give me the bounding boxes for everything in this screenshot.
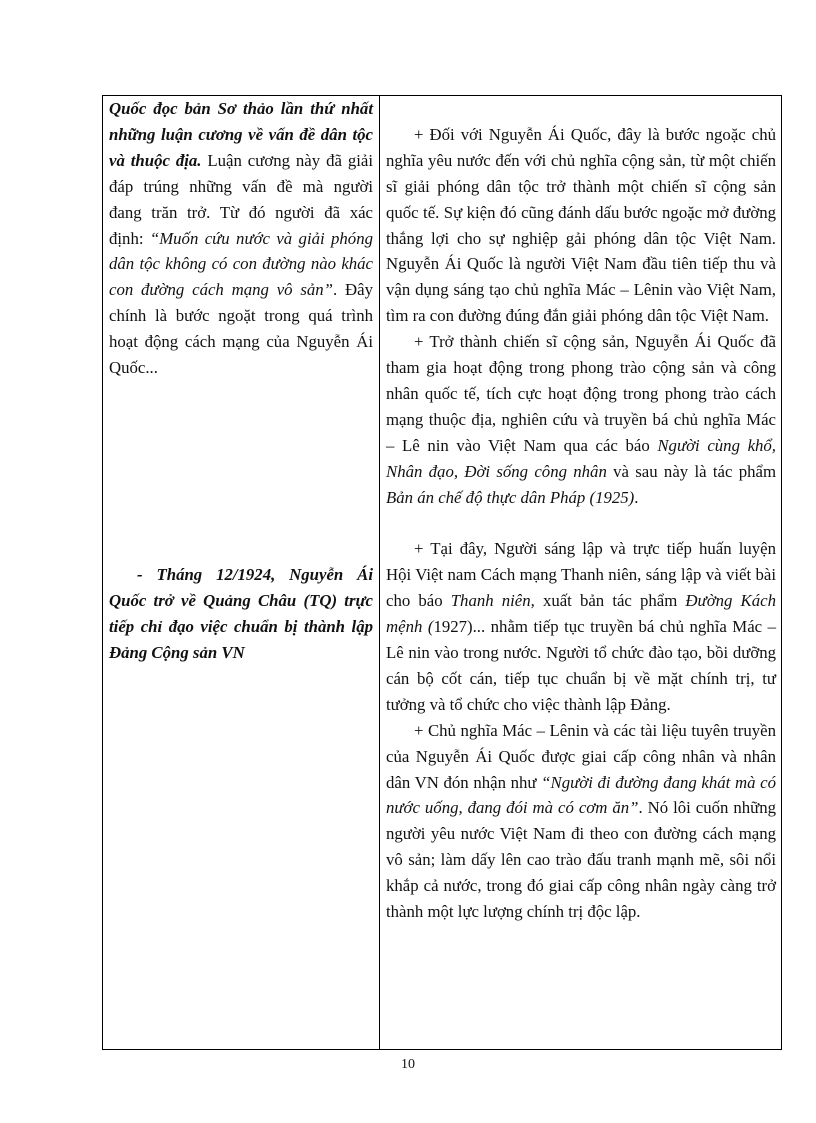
right-p2-text1: + Trở thành chiến sĩ cộng sản, Nguyễn Ái Quốc đã tham gia hoạt động trong phong trào cộng sản và công nhân quốc tế, tích cực hoạt động trong phong trào cách mạng thuộc địa, nghiên cứu và truyền bá chủ nghĩa Mác – Lê nin vào Việt Nam qua các báo: [386, 332, 776, 455]
right-p2-text2: và sau này là tác phẩm: [606, 461, 777, 481]
right-paragraph-4: [386, 718, 776, 925]
left-p1-bold-lead: Quốc đọc bản Sơ thảo lần thứ nhất những luận cương về vấn đề dân tộc và thuộc địa.: [109, 99, 373, 170]
right-p3-text2: xuất bản tác phẩm: [534, 591, 686, 611]
right-paragraph-2: [386, 329, 776, 510]
right-paragraph-3: [386, 536, 776, 717]
right-p2-text3: .: [634, 487, 639, 507]
left-column: [109, 96, 373, 666]
column-divider: [379, 96, 380, 1049]
right-p2-work: Bản án chế độ thực dân Pháp (1925): [386, 487, 635, 507]
page-number: 10: [401, 1057, 415, 1072]
content-table: [102, 95, 782, 1050]
left-p1-text2: . Đây chính là bước ngoặt trong quá trình hoạt động cách mạng của Nguyễn Ái Quốc...: [109, 280, 373, 378]
right-p4-text2: . Nó lôi cuốn những người yêu nước Việt Nam đi theo con đường cách mạng vô sản; làm dấy lên cao trào đấu tranh mạnh mẽ, sôi nổi khắp cả nước, trong đó giai cấp công nhân ngày càng trở thành một lực lượng chính trị độc lập.: [386, 798, 776, 922]
right-p4-quote: “Người đi đường đang khát mà có nước uống, đang đói mà có cơm ăn”: [386, 772, 776, 818]
right-p2-papers: Người cùng khổ, Nhân đạo, Đời sống công nhân: [386, 435, 776, 481]
right-paragraph-1: + Đối với Nguyễn Ái Quốc, đây là bước ngoặc chủ nghĩa yêu nước đến với chủ nghĩa cộng sản, từ một chiến sĩ giải phóng dân tộc trở thành một chiến sĩ cộng sản quốc tế. Sự kiện đó cũng đánh dấu bước ngoặc mở đường thắng lợi cho sự nghiệp gải phóng dân tộc Việt Nam. Nguyễn Ái Quốc là người Việt Nam đầu tiên tiếp thu và vận dụng sáng tạo chủ nghĩa Mác – Lênin vào Việt Nam, tìm ra con đường đúng đắn giải phóng dân tộc Việt Nam.: [386, 124, 776, 326]
right-p3-text1: + Tại đây, Người sáng lập và trực tiếp huấn luyện Hội Việt nam Cách mạng Thanh niên, sáng lập và viết bài cho báo: [386, 539, 776, 611]
right-p3-text3: 1927)... nhằm tiếp tục truyền bá chủ nghĩa Mác – Lê nin vào trong nước. Người tổ chức đào tạo, bồi dưỡng cán bộ cốt cán, tiếp tục chuẩn bị về mặt chính trị, tư tưởng và tổ chức cho việc thành lập Đảng.: [386, 617, 776, 714]
right-p3-work: Đường Kách mệnh (: [386, 591, 776, 637]
left-paragraph-2: - Tháng 12/1924, Nguyễn Ái Quốc trở về Quảng Châu (TQ) trực tiếp chỉ đạo việc chuẩn bị thành lập Đảng Cộng sản VN: [109, 564, 373, 662]
right-p3-paper: Thanh niên,: [450, 591, 535, 611]
right-column: [386, 96, 776, 925]
left-paragraph-1: [109, 96, 373, 381]
left-p1-text1: Luận cương này đã giải đáp trúng những vấn đề mà người đang trăn trở. Từ đó người đã xác định:: [109, 150, 373, 248]
left-p1-quote: “Muốn cứu nước và giải phóng dân tộc không có con đường nào khác con đường cách mạng vô sản”: [109, 228, 373, 300]
right-p4-text1: + Chủ nghĩa Mác – Lênin và các tài liệu tuyên truyền của Nguyễn Ái Quốc được giai cấp công nhân và nhân dân VN đón nhận như: [386, 720, 776, 792]
